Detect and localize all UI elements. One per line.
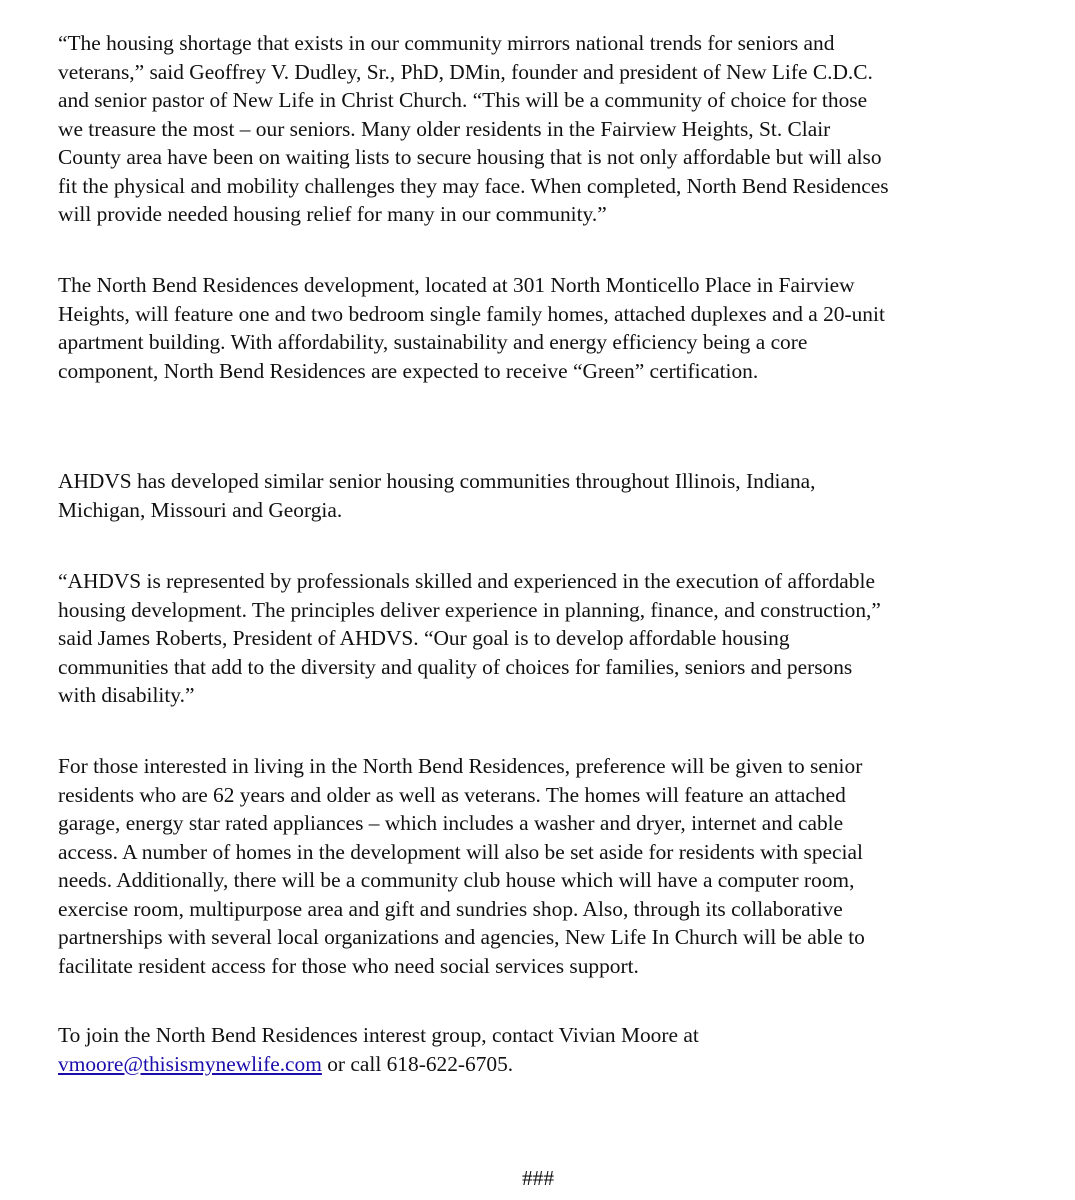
text-line: needs. Additionally, there will be a community club house which will have a computer room,	[58, 868, 855, 892]
text-line: garage, energy star rated appliances – which includes a washer and dryer, internet and cable	[58, 811, 844, 835]
phone-text: or call 618-622-6705.	[321, 1051, 514, 1076]
text-line: For those interested in living in the North Bend Residences, preference will be given to senior	[58, 754, 863, 778]
contact-email-line	[58, 1050, 699, 1079]
text-line: exercise room, multipurpose area and gift and sundries shop. Also, through its collaborative	[58, 896, 843, 921]
text-line: and senior pastor of New Life in Christ Church. “This will be a community of choice for those	[58, 88, 868, 112]
text-line: with disability.”	[58, 683, 195, 707]
development-details-paragraph	[58, 271, 885, 385]
text-line: “The housing shortage that exists in our community mirrors national trends for seniors and	[58, 31, 835, 55]
text-line: apartment building. With affordability, sustainability and energy efficiency being a core	[58, 330, 808, 354]
text-line: veterans,” said Geoffrey V. Dudley, Sr., PhD, DMin, founder and president of New Life C.D.C.	[58, 59, 873, 84]
contact-line: To join the North Bend Residences interest group, contact Vivian Moore at	[58, 1023, 699, 1047]
text-line: access. A number of homes in the development will also be set aside for residents with special	[58, 839, 863, 864]
text-line: partnerships with several local organizations and agencies, New Life In Church will be able to	[58, 925, 865, 949]
text-line: The North Bend Residences development, located at 301 North Monticello Place in Fairview	[58, 273, 855, 297]
end-mark: ###	[521, 1166, 555, 1190]
text-line: said James Roberts, President of AHDVS. “Our goal is to develop affordable housing	[58, 626, 790, 650]
text-line: Heights, will feature one and two bedroom single family homes, attached duplexes and a 20-unit	[58, 301, 885, 326]
text-line: component, North Bend Residences are expected to receive “Green” certification.	[58, 358, 759, 383]
text-line: we treasure the most – our seniors. Many older residents in the Fairview Heights, St. Clair	[58, 116, 831, 141]
text-line: “AHDVS is represented by professionals skilled and experienced in the execution of affordable	[58, 569, 875, 593]
text-line: Michigan, Missouri and Georgia.	[58, 497, 343, 522]
dudley-quote-paragraph	[58, 29, 889, 229]
text-line: AHDVS has developed similar senior housing communities throughout Illinois, Indiana,	[58, 469, 816, 493]
contact-paragraph	[58, 1021, 699, 1078]
text-line: facilitate resident access for those who need social services support.	[58, 953, 639, 978]
residency-features-paragraph	[58, 752, 865, 980]
text-line: will provide needed housing relief for many in our community.”	[58, 202, 607, 226]
text-line: residents who are 62 years and older as well as veterans. The homes will feature an attached	[58, 782, 846, 807]
email-link[interactable]: vmoore@thisismynewlife.com	[58, 1051, 322, 1076]
text-line: communities that add to the diversity and quality of choices for families, seniors and persons	[58, 654, 853, 679]
text-line: housing development. The principles deliver experience in planning, finance, and construction,”	[58, 597, 881, 622]
roberts-quote-paragraph	[58, 567, 881, 710]
ahdvs-history-paragraph	[58, 467, 816, 524]
text-line: fit the physical and mobility challenges they may face. When completed, North Bend Residences	[58, 173, 889, 198]
text-line: County area have been on waiting lists to secure housing that is not only affordable but will also	[58, 145, 882, 169]
